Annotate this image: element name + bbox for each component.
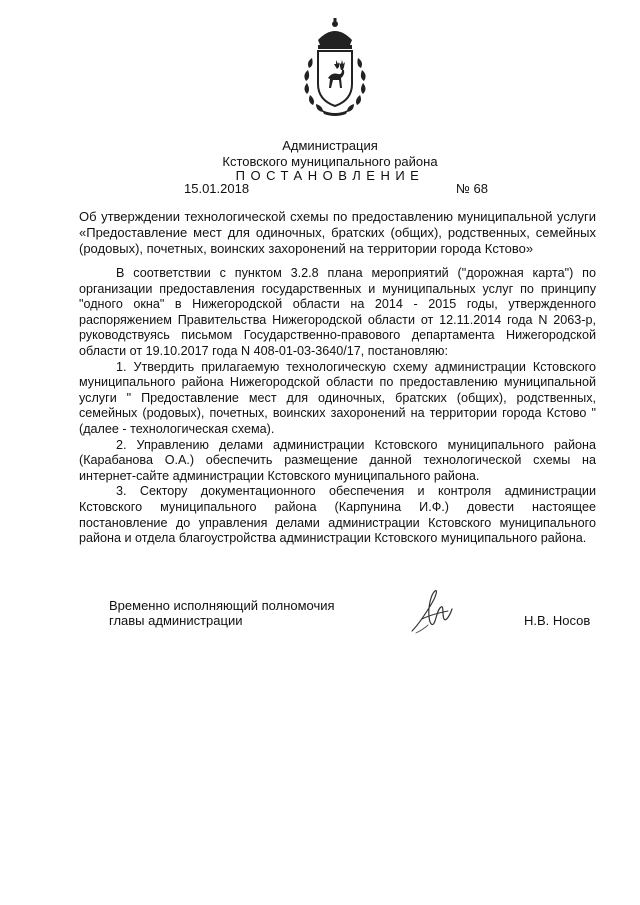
list-item: 1. Утвердить прилагаемую технологическую схему администрации Кстовского муниципального района Нижегородской области по предоставлению муниципальной услуги " Предоставление мест для одиночных, братских (общих), родственных, семейных (родовых), почетных, воинских захоронений на территории города Кстово " (далее - технологическая схема). [79,359,596,436]
signatory-position-line-1: Временно исполняющий полномочия [109,598,335,613]
intro-paragraph: В соответствии с пунктом 3.2.8 плана мероприятий ("дорожная карта") по организации предоставления государственных и муниципальных услуг по принципу "одного окна" в Нижегородской области на 2014 - 2015 годы, утвержденного распоряжением Правительства Нижегородской области от 12.11.2014 года N 2063-р, руководствуясь письмом Государственно-правового департамента Нижегородской области от 19.10.2017 года N 408-01-03-3640/17, постановляю: [79,266,596,358]
document-kind: ПОСТАНОВЛЕНИЕ [235,168,425,183]
organization-name: Администрация [282,138,378,153]
list-item: 3. Сектору документационного обеспечения и контроля администрации Кстовского муниципального района (Карпунина И.Ф.) довести настоящее постановление до управления делами администрации Кстовского муниципального района и отдела благоустройства администрации Кстовского муниципального района. [79,484,596,546]
document-number: № 68 [456,181,489,196]
list-item: 2. Управлению делами администрации Кстовского муниципального района (Карабанова О.А.) обеспечить размещение данной технологической схемы на интернет-сайте администрации Кстовского муниципального района. [79,437,596,483]
signatory-name: Н.В. Носов [524,613,591,628]
document-title: Об утверждении технологической схемы по предоставлению муниципальной услуги «Предоставление мест для одиночных, братских (общих), родственных, семейных (родовых), почетных, воинских захоронений на территории города Кстово» [79,209,596,256]
coat-of-arms-icon [294,18,376,118]
handwritten-signature-icon [408,585,460,635]
document-body [79,266,596,547]
document-date: 15.01.2018 [184,181,250,196]
organization-district: Кстовского муниципального района [222,154,438,169]
signatory-position-line-2: главы администрации [109,613,243,628]
